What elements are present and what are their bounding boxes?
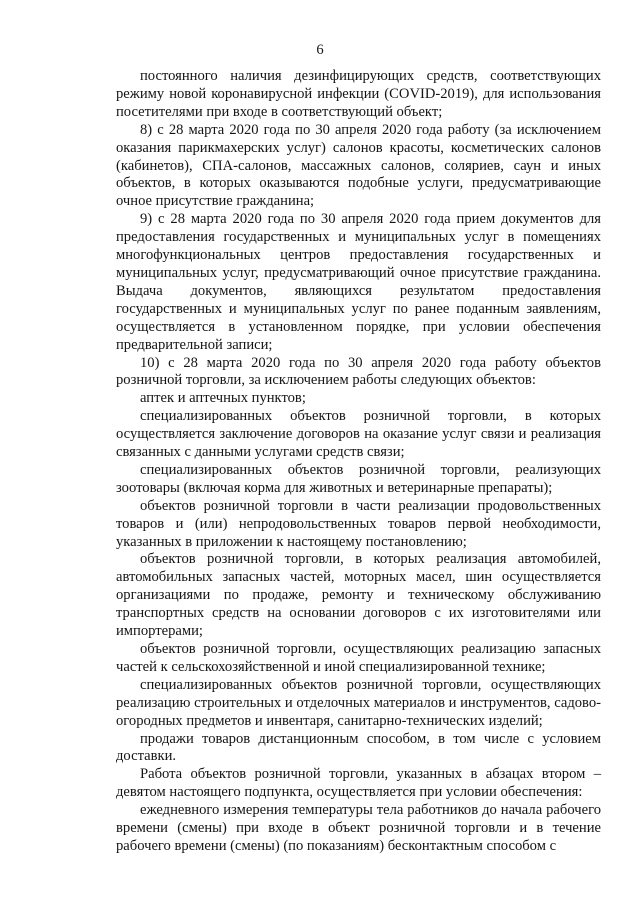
paragraph: 9) с 28 марта 2020 года по 30 апреля 2020 года прием документов для предоставления государственных и муниципальных услуг в помещениях многофункциональных центров предоставления государственных и муниципальных услуг, предусматривающий очное присутствие гражданина. Выдача документов, являющихся результатом предоставления государственных и муниципальных услуг по ранее поданным заявлениям, осуществляется в установленном порядке, при условии обеспечения предварительной записи; <box>116 211 601 353</box>
paragraph: постоянного наличия дезинфицирующих средств, соответствующих режиму новой коронавирусной инфекции (COVID-2019), для использования посетителями при входе в соответствующий объект; <box>116 68 601 120</box>
paragraph: объектов розничной торговли, осуществляющих реализацию запасных частей к сельскохозяйственной и иной специализированной технике; <box>116 641 601 675</box>
paragraph: Работа объектов розничной торговли, указанных в абзацах втором – девятом настоящего подпункта, осуществляется при условии обеспечения: <box>116 766 601 801</box>
paragraph: специализированных объектов розничной торговли, реализующих зоотовары (включая корма для животных и ветеринарные препараты); <box>116 461 601 496</box>
paragraph: продажи товаров дистанционным способом, в том числе с условием доставки. <box>116 730 601 765</box>
document-body <box>116 68 601 856</box>
paragraph: аптек и аптечных пунктов; <box>140 390 306 407</box>
paragraph: объектов розничной торговли в части реализации продовольственных товаров и (или) непродовольственных товаров первой необходимости, указанных в приложении к настоящему постановлению; <box>116 497 601 550</box>
paragraph: ежедневного измерения температуры тела работников до начала рабочего времени (смены) при входе в объект розничной торговли и в течение рабочего времени (смены) (по показаниям) бесконтактным способом с <box>116 802 601 854</box>
paragraph: специализированных объектов розничной торговли, в которых осуществляется заключение договоров на оказание услуг связи и реализация связанных с данными услугами средств связи; <box>116 408 601 461</box>
paragraph: объектов розничной торговли, в которых реализация автомобилей, автомобильных запасных частей, моторных масел, шин осуществляется организациями по продаже, ремонту и техническому обслуживанию транспортных средств на основании договоров с их изготовителями или импортерами; <box>116 551 601 640</box>
paragraph: 10) с 28 марта 2020 года по 30 апреля 2020 года работу объектов розничной торговли, за исключением работы следующих объектов: <box>116 354 601 389</box>
paragraph: специализированных объектов розничной торговли, осуществляющих реализацию строительных и отделочных материалов и инструментов, садово-огородных предметов и инвентаря, санитарно-технических изделий; <box>116 676 601 729</box>
paragraph: 8) с 28 марта 2020 года по 30 апреля 2020 года работу (за исключением оказания парикмахерских услуг) салонов красоты, косметических салонов (кабинетов), СПА-салонов, массажных салонов, соляриев, саун и иных объектов, в которых оказываются подобные услуги, предусматривающие очное присутствие гражданина; <box>116 121 601 210</box>
page-number: 6 <box>316 42 324 58</box>
